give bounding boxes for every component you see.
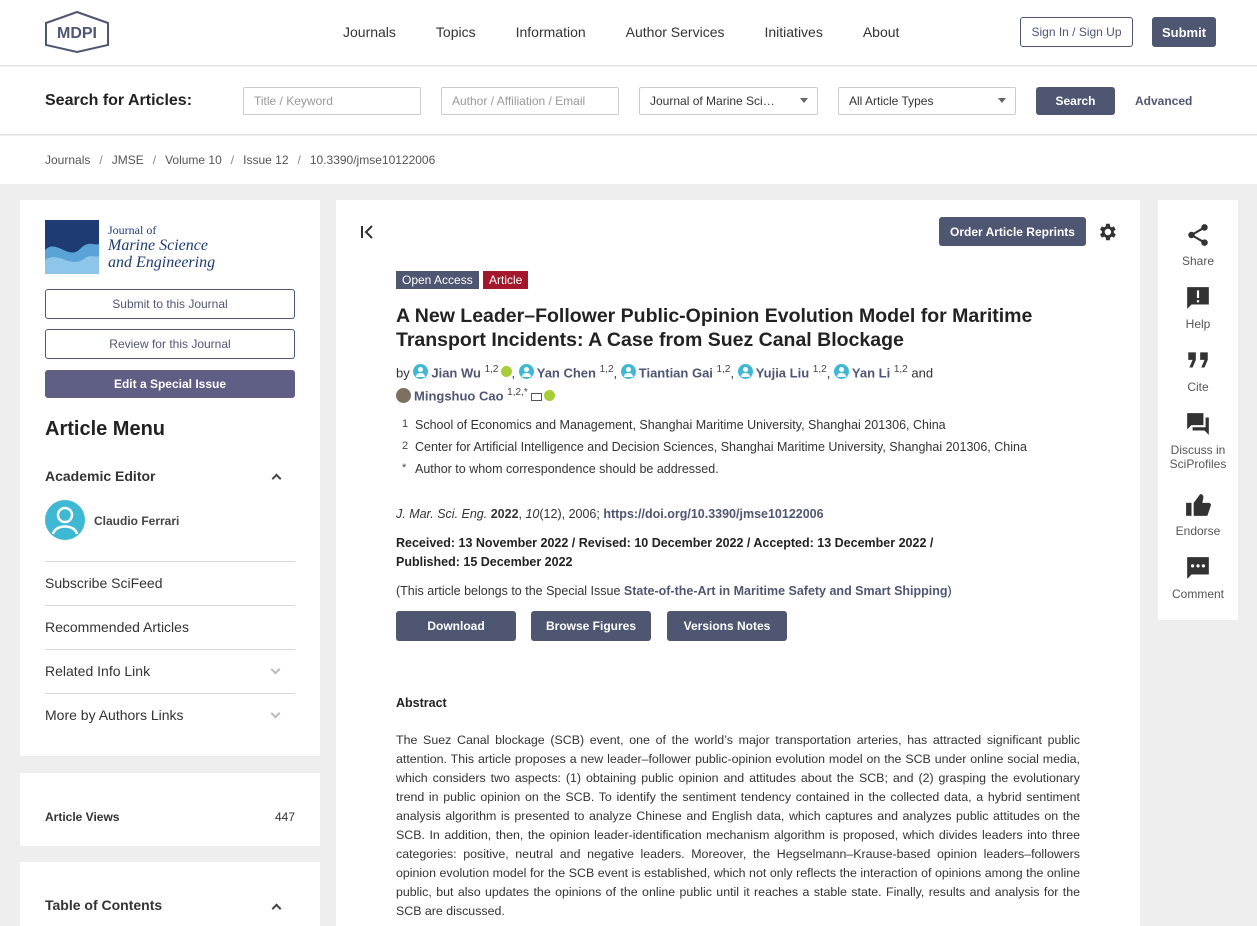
academic-editor-toggle[interactable]: Academic Editor — [45, 468, 156, 484]
person-icon — [45, 500, 85, 540]
breadcrumb-issue[interactable]: Issue 12 — [243, 153, 289, 167]
submit-to-journal-button[interactable]: Submit to this Journal — [45, 289, 295, 319]
quote-icon — [1185, 348, 1211, 374]
breadcrumb-journals[interactable]: Journals — [45, 153, 91, 167]
author-affiliation-sup: 1,2 — [812, 364, 827, 375]
review-for-journal-button[interactable]: Review for this Journal — [45, 329, 295, 359]
person-icon — [621, 364, 636, 379]
article-title: A New Leader–Follower Public-Opinion Evolution Model for Maritime Transport Incidents: A Case from Suez Canal Blockage — [396, 305, 1033, 351]
article-search-bar — [0, 67, 1257, 135]
comment-icon — [1185, 555, 1211, 581]
article-views-panel — [20, 773, 320, 846]
orcid-icon[interactable] — [501, 366, 512, 377]
menu-item-label: Subscribe SciFeed — [45, 575, 163, 591]
publication-dates — [396, 534, 996, 572]
endorse-button[interactable] — [1158, 492, 1238, 538]
help-label: Help — [1185, 317, 1211, 331]
journal-logo-line-2: Marine Science — [108, 237, 208, 254]
menu-more-by-authors[interactable] — [45, 693, 295, 737]
top-navigation — [0, 0, 1257, 66]
chevron-down-icon — [271, 709, 281, 719]
journal-logo[interactable] — [45, 220, 230, 274]
special-issue-prefix: (This article belongs to the Special Issue — [396, 584, 624, 598]
and-word: and — [911, 365, 934, 381]
menu-subscribe-scifeed[interactable] — [45, 561, 295, 605]
breadcrumb: Journals / JMSE / Volume 10 / Issue 12 / 10.3390/jmse10122006 — [45, 153, 436, 167]
open-access-badge: Open Access — [396, 271, 479, 289]
special-issue-link[interactable]: State-of-the-Art in Maritime Safety and Smart Shipping — [623, 584, 948, 598]
share-label: Share — [1181, 254, 1215, 268]
abstract-heading: Abstract — [396, 696, 447, 710]
author-name[interactable]: Yan Chen — [536, 365, 596, 381]
affiliation-text: Center for Artificial Intelligence and Decision Sciences, Shanghai Maritime University, Shanghai 201306, China — [415, 440, 1027, 454]
citation-line: J. Mar. Sci. Eng. 2022, 10(12), 2006; https://doi.org/10.3390/jmse10122006 — [396, 507, 824, 521]
person-icon — [834, 364, 849, 379]
citation-rest: (12), 2006; — [539, 507, 600, 521]
left-sidebar — [20, 200, 320, 756]
nav-information[interactable]: Information — [515, 24, 586, 40]
nav-journals[interactable]: Journals — [343, 24, 396, 40]
table-of-contents-panel — [20, 862, 320, 926]
author-name[interactable]: Yujia Liu — [755, 365, 810, 381]
citation-volume: 10 — [525, 507, 540, 521]
share-button[interactable] — [1158, 222, 1238, 268]
affiliation-number: 2 — [402, 440, 409, 452]
menu-item-label: More by Authors Links — [45, 707, 184, 723]
breadcrumb-jmse[interactable]: JMSE — [111, 153, 144, 167]
table-of-contents-toggle[interactable]: Table of Contents — [45, 897, 163, 913]
logo-text: MDPI — [57, 25, 97, 42]
article-main — [336, 200, 1140, 926]
nav-initiatives[interactable]: Initiatives — [764, 24, 823, 40]
search-label: Search for Articles: — [45, 92, 193, 109]
correspondence-note — [396, 462, 719, 476]
article-type-value: All Article Types — [849, 94, 934, 108]
author-affiliation-sup: 1,2 — [484, 364, 499, 375]
cite-label: Cite — [1187, 380, 1209, 394]
by-label: by — [396, 365, 410, 381]
citation-year: 2022 — [490, 507, 519, 521]
collapse-sidebar-icon[interactable] — [360, 224, 378, 240]
mdpi-logo[interactable] — [44, 11, 110, 53]
menu-item-label: Recommended Articles — [45, 619, 189, 635]
editor-name[interactable]: Claudio Ferrari — [94, 514, 180, 528]
affiliation-text: Author to whom correspondence should be addressed. — [415, 462, 719, 476]
article-type-select[interactable] — [838, 87, 1016, 115]
person-icon — [519, 364, 534, 379]
breadcrumb-doi: 10.3390/jmse10122006 — [309, 153, 436, 167]
download-button[interactable]: Download — [396, 611, 516, 641]
submit-button[interactable]: Submit — [1152, 17, 1216, 47]
advanced-search-link[interactable]: Advanced — [1135, 94, 1193, 108]
chevron-down-icon — [998, 98, 1006, 103]
affiliation-1 — [396, 418, 946, 432]
author-name[interactable]: Yan Li — [851, 365, 891, 381]
menu-recommended-articles[interactable] — [45, 605, 295, 649]
abstract-text: The Suez Canal blockage (SCB) event, one of the world’s major transportation arteries, has attracted significant public attention. This article proposes a new leader–follower public-opinion evolution model on the SCB under online social media, which considers two aspects: (1) obtaining public opinion and attitudes about the SCB; and (2) grasping the evolutionary trend in public opinion on the SCB. To identify the sentiment tendency contained in the collected data, a hybrid sentiment analysis algorithm is presented to analyze Chinese and English data, which captures and analyzes public attitudes on the SCB. In addition, then, the opinion leader-identification mechanism algorithm is proposed, which divides leaders into three categories: positive, neutral and negative leaders. Moreover, the Hegselmann–Krause-based opinion leaders–followers opinion evolution model for the SCB event is established, which not only reflects the interaction of opinions among the online public, but also updates the opinions of the online public until it reaches a stable state. Finally, results and analysis for the SCB are discussed. — [396, 733, 1080, 918]
special-issue-note — [396, 584, 952, 598]
sign-in-button[interactable]: Sign In / Sign Up — [1020, 17, 1133, 47]
article-views-label: Article Views — [45, 810, 120, 824]
author-affiliation-input[interactable]: Author / Affiliation / Email — [441, 87, 619, 115]
chevron-up-icon[interactable] — [272, 474, 282, 484]
title-keyword-input[interactable]: Title / Keyword — [243, 87, 421, 115]
dates-line-2: Published: 15 December 2022 — [396, 555, 573, 569]
chevron-down-icon — [800, 98, 808, 103]
breadcrumb-volume[interactable]: Volume 10 — [165, 153, 222, 167]
author-affiliation-sup: 1,2 — [599, 364, 614, 375]
article-menu-title: Article Menu — [45, 418, 166, 440]
thumbs-up-icon — [1185, 492, 1211, 518]
affiliation-number: * — [402, 462, 407, 474]
gear-icon[interactable] — [1096, 221, 1118, 243]
author-photo-icon — [396, 388, 411, 403]
right-action-rail — [1158, 200, 1238, 620]
order-reprints-button[interactable]: Order Article Reprints — [939, 217, 1086, 246]
cite-button[interactable] — [1158, 348, 1238, 394]
article-views-count: 447 — [274, 810, 295, 824]
share-icon — [1185, 222, 1211, 248]
author-affiliation-sup: 1,2,* — [507, 387, 528, 399]
help-button[interactable] — [1158, 285, 1238, 331]
menu-item-label: Related Info Link — [45, 663, 151, 679]
article-type-badge: Article — [483, 271, 528, 289]
nav-topics[interactable]: Topics — [435, 24, 476, 40]
avatar[interactable] — [45, 500, 85, 540]
comment-label: Comment — [1171, 587, 1224, 601]
orcid-icon[interactable] — [544, 390, 555, 401]
journal-select-value: Journal of Marine Sci… — [650, 94, 775, 108]
journal-select[interactable] — [639, 87, 818, 115]
versions-notes-button[interactable]: Versions Notes — [667, 611, 787, 641]
search-button[interactable]: Search — [1036, 87, 1115, 115]
forum-icon — [1185, 411, 1211, 437]
chevron-up-icon[interactable] — [272, 904, 282, 914]
journal-logo-line-1: Journal of — [108, 223, 157, 237]
discuss-sciprofiles-button[interactable] — [1158, 411, 1238, 471]
nav-about[interactable]: About — [862, 24, 900, 40]
special-issue-suffix: ) — [947, 584, 952, 598]
browse-figures-button[interactable]: Browse Figures — [531, 611, 651, 641]
citation-journal: J. Mar. Sci. Eng. — [396, 507, 488, 521]
endorse-label: Endorse — [1175, 524, 1221, 538]
person-icon — [738, 364, 753, 379]
doi-link[interactable]: https://doi.org/10.3390/jmse10122006 — [603, 507, 824, 521]
comment-button[interactable] — [1158, 555, 1238, 601]
main-nav — [343, 24, 939, 40]
journal-logo-line-3: and Engineering — [108, 254, 216, 271]
chevron-down-icon — [271, 665, 281, 675]
discuss-label: Discuss in SciProfiles — [1169, 443, 1227, 471]
mail-icon[interactable] — [531, 393, 542, 401]
person-icon — [413, 364, 428, 379]
affiliation-number: 1 — [402, 418, 409, 430]
help-icon — [1185, 285, 1211, 311]
author-list: by Jian Wu $^{1,2}$ , Yan Chen $^{1,2}$, Tiantian Gai $^{1,2}$, Yujia Liu $^{1,2}$, Yan Li $^{1,2}$ and Mingshuo Cao $^{1,2,*}$ — [396, 364, 934, 404]
author-name[interactable]: Jian Wu — [431, 365, 481, 381]
dates-line-1: Received: 13 November 2022 / Revised: 10 December 2022 / Accepted: 13 December 2022 / — [396, 536, 934, 550]
edit-special-issue-button[interactable]: Edit a Special Issue — [45, 370, 295, 398]
affiliation-2 — [396, 440, 1027, 454]
nav-author-services[interactable]: Author Services — [625, 24, 725, 40]
author-affiliation-sup: 1,2 — [716, 364, 731, 375]
author-name[interactable]: Mingshuo Cao — [414, 388, 504, 404]
breadcrumb-bar — [0, 136, 1257, 184]
author-affiliation-sup: 1,2 — [893, 364, 908, 375]
author-name[interactable]: Tiantian Gai — [638, 365, 713, 381]
menu-related-info-link[interactable] — [45, 649, 295, 693]
affiliation-text: School of Economics and Management, Shanghai Maritime University, Shanghai 201306, China — [415, 418, 946, 432]
